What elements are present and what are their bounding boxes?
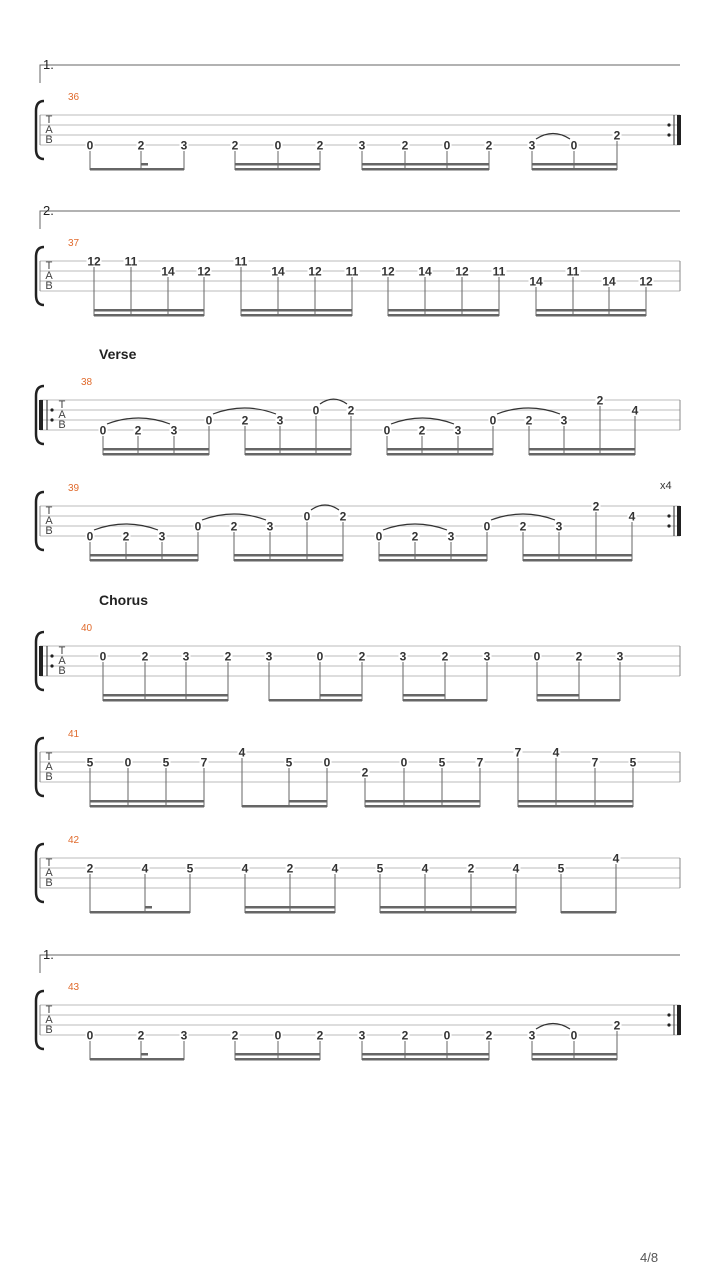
fret-number: 0: [400, 755, 408, 770]
fret-number: 3: [182, 649, 190, 664]
note-beam-secondary: [403, 694, 445, 697]
fret-number: 4: [421, 861, 429, 876]
fret-number: 12: [308, 264, 322, 279]
fret-number: 4: [331, 861, 339, 876]
note-beam: [90, 1058, 184, 1061]
repeat-dot: [667, 1023, 670, 1026]
fret-number: 4: [512, 861, 520, 876]
repeat-dot: [50, 664, 53, 667]
fret-number: 3: [560, 413, 568, 428]
fret-number: 0: [274, 1028, 282, 1043]
fret-number: 0: [375, 529, 383, 544]
fret-number: 4: [241, 861, 249, 876]
fret-number: 14: [529, 274, 543, 289]
fret-number: 2: [316, 1028, 324, 1043]
fret-number: 5: [438, 755, 446, 770]
repeat-count: x4: [660, 480, 672, 492]
fret-number: 0: [570, 1028, 578, 1043]
fret-number: 2: [137, 1028, 145, 1043]
fret-number: 5: [557, 861, 565, 876]
repeat-start-thick: [39, 400, 43, 430]
note-beam: [529, 448, 635, 451]
note-beam: [241, 314, 352, 317]
fret-number: 4: [612, 851, 620, 866]
fret-number: 3: [528, 138, 536, 153]
note-beam: [518, 805, 633, 808]
note-beam: [103, 453, 209, 456]
note-beam: [94, 309, 204, 312]
fret-number: 11: [566, 264, 580, 279]
fret-number: 7: [476, 755, 484, 770]
fret-number: 11: [492, 264, 506, 279]
tab-clef-letter: A: [58, 655, 66, 667]
repeat-dot: [667, 1013, 670, 1016]
note-beam: [537, 699, 620, 702]
fret-number: 0: [205, 413, 213, 428]
fret-number: 3: [170, 423, 178, 438]
staff-system: [36, 65, 681, 171]
note-beam: [365, 805, 480, 808]
fret-number: 4: [628, 509, 636, 524]
note-beam-secondary: [320, 694, 362, 697]
repeat-dot: [667, 524, 670, 527]
volta-label: 1.: [43, 947, 54, 962]
repeat-dot: [667, 514, 670, 517]
note-beam: [362, 1058, 489, 1061]
note-beam: [103, 699, 228, 702]
repeat-dot: [50, 654, 53, 657]
note-beam: [362, 163, 489, 166]
fret-number: 2: [467, 861, 475, 876]
tab-clef-letter: T: [45, 1004, 53, 1016]
note-beam: [536, 309, 646, 312]
note-beam: [532, 163, 617, 166]
tab-clef-letter: B: [45, 877, 53, 889]
fret-number: 0: [443, 1028, 451, 1043]
repeat-end-thick: [677, 1005, 681, 1035]
note-beam: [532, 1053, 617, 1056]
fret-number: 0: [274, 138, 282, 153]
note-beam: [518, 800, 633, 803]
fret-number: 0: [194, 519, 202, 534]
fret-number: 14: [271, 264, 285, 279]
bar-number: 42: [68, 835, 80, 846]
tab-clef-letter: A: [45, 761, 53, 773]
fret-number: 3: [180, 1028, 188, 1043]
note-beam: [362, 1053, 489, 1056]
note-beam: [523, 554, 632, 557]
staff-system: [36, 844, 680, 914]
repeat-dot: [667, 123, 670, 126]
staff-system: [36, 492, 681, 562]
fret-number: 11: [345, 264, 359, 279]
note-beam: [380, 906, 516, 909]
fret-number: 2: [231, 138, 239, 153]
fret-number: 2: [519, 519, 527, 534]
fret-number: 2: [347, 403, 355, 418]
note-beam: [103, 448, 209, 451]
fret-number: 2: [339, 509, 347, 524]
repeat-end-thick: [677, 506, 681, 536]
fret-number: 0: [86, 1028, 94, 1043]
fret-number: 3: [399, 649, 407, 664]
tab-clef-letter: B: [45, 525, 53, 537]
fret-number: 2: [358, 649, 366, 664]
fret-number: 2: [485, 138, 493, 153]
note-beam: [365, 800, 480, 803]
volta-bracket: [40, 65, 680, 83]
fret-number: 2: [613, 128, 621, 143]
volta-bracket: [40, 211, 680, 229]
fret-number: 0: [489, 413, 497, 428]
note-beam: [380, 911, 516, 914]
fret-number: 4: [238, 745, 246, 760]
note-beam: [245, 453, 351, 456]
bar-number: 40: [81, 623, 93, 634]
fret-number: 0: [303, 509, 311, 524]
fret-number: 2: [575, 649, 583, 664]
note-beam: [234, 554, 343, 557]
fret-number: 2: [316, 138, 324, 153]
fret-number: 11: [124, 254, 138, 269]
note-beam-secondary: [289, 800, 327, 803]
fret-number: 5: [162, 755, 170, 770]
repeat-dot: [50, 408, 53, 411]
fret-number: 0: [99, 649, 107, 664]
fret-number: 2: [596, 393, 604, 408]
note-beam: [90, 800, 204, 803]
tab-clef-letter: B: [58, 665, 66, 677]
staff-system: [36, 738, 680, 808]
tie-arc: [536, 134, 570, 140]
repeat-dot: [667, 133, 670, 136]
note-beam: [403, 699, 487, 702]
tab-clef-letter: B: [45, 1024, 53, 1036]
fret-number: 3: [616, 649, 624, 664]
fret-number: 12: [455, 264, 469, 279]
note-beam: [235, 1058, 320, 1061]
fret-number: 3: [158, 529, 166, 544]
bar-number: 39: [68, 483, 80, 494]
fret-number: 12: [197, 264, 211, 279]
tab-clef-letter: A: [45, 515, 53, 527]
note-beam: [379, 554, 487, 557]
page-number: 4/8: [640, 1250, 659, 1265]
fret-number: 0: [533, 649, 541, 664]
fret-number: 0: [86, 529, 94, 544]
fret-number: 2: [231, 1028, 239, 1043]
fret-number: 2: [134, 423, 142, 438]
note-beam: [90, 168, 184, 171]
tab-clef-letter: A: [45, 270, 53, 282]
fret-number: 0: [323, 755, 331, 770]
note-beam: [561, 911, 616, 914]
note-beam: [536, 314, 646, 317]
bar-number: 36: [68, 92, 80, 103]
fret-number: 2: [241, 413, 249, 428]
staff-system: [36, 386, 680, 456]
fret-number: 0: [124, 755, 132, 770]
tab-clef-letter: T: [45, 505, 53, 517]
note-beam: [103, 694, 228, 697]
fret-number: 0: [316, 649, 324, 664]
note-beam: [234, 559, 343, 562]
bar-number: 37: [68, 238, 80, 249]
fret-number: 14: [418, 264, 432, 279]
fret-number: 2: [411, 529, 419, 544]
dotted-beam-stub: [145, 906, 152, 909]
fret-number: 5: [376, 861, 384, 876]
fret-number: 0: [383, 423, 391, 438]
note-beam: [269, 699, 362, 702]
fret-number: 4: [552, 745, 560, 760]
tab-clef-letter: B: [58, 419, 66, 431]
fret-number: 3: [180, 138, 188, 153]
bar-number: 38: [81, 377, 93, 388]
note-beam: [245, 906, 335, 909]
fret-number: 3: [276, 413, 284, 428]
fret-number: 3: [555, 519, 563, 534]
fret-number: 2: [485, 1028, 493, 1043]
note-beam: [387, 453, 493, 456]
fret-number: 0: [570, 138, 578, 153]
repeat-dot: [50, 418, 53, 421]
note-beam: [529, 453, 635, 456]
volta-bracket: [40, 955, 680, 973]
fret-number: 4: [631, 403, 639, 418]
fret-number: 2: [137, 138, 145, 153]
staff-system: [36, 211, 680, 317]
section-label: Verse: [99, 346, 137, 362]
section-label: Chorus: [99, 592, 148, 608]
fret-number: 2: [141, 649, 149, 664]
fret-number: 7: [200, 755, 208, 770]
volta-label: 2.: [43, 203, 54, 218]
fret-number: 4: [141, 861, 149, 876]
fret-number: 3: [447, 529, 455, 544]
fret-number: 12: [639, 274, 653, 289]
repeat-end-thick: [677, 115, 681, 145]
note-beam: [532, 1058, 617, 1061]
fret-number: 2: [401, 138, 409, 153]
fret-number: 2: [592, 499, 600, 514]
tab-clef-letter: B: [45, 280, 53, 292]
fret-number: 3: [483, 649, 491, 664]
fret-number: 3: [358, 1028, 366, 1043]
note-beam: [523, 559, 632, 562]
note-beam: [94, 314, 204, 317]
fret-number: 5: [629, 755, 637, 770]
note-beam: [241, 309, 352, 312]
fret-number: 0: [483, 519, 491, 534]
note-beam: [90, 805, 204, 808]
tab-clef-letter: T: [45, 751, 53, 763]
fret-number: 2: [613, 1018, 621, 1033]
fret-number: 11: [234, 254, 248, 269]
tab-clef-letter: T: [45, 114, 53, 126]
dotted-beam-stub: [141, 163, 148, 166]
fret-number: 2: [286, 861, 294, 876]
fret-number: 3: [454, 423, 462, 438]
fret-number: 14: [161, 264, 175, 279]
tab-clef-letter: B: [45, 771, 53, 783]
fret-number: 3: [358, 138, 366, 153]
fret-number: 5: [285, 755, 293, 770]
fret-number: 3: [528, 1028, 536, 1043]
tab-clef-letter: T: [45, 260, 53, 272]
fret-number: 7: [591, 755, 599, 770]
fret-number: 3: [265, 649, 273, 664]
fret-number: 14: [602, 274, 616, 289]
note-beam-secondary: [537, 694, 579, 697]
dotted-beam-stub: [141, 1053, 148, 1056]
fret-number: 0: [443, 138, 451, 153]
fret-number: 2: [224, 649, 232, 664]
note-beam: [362, 168, 489, 171]
note-beam: [388, 309, 499, 312]
note-beam: [242, 805, 327, 808]
fret-number: 12: [87, 254, 101, 269]
bar-number: 41: [68, 729, 80, 740]
volta-label: 1.: [43, 57, 54, 72]
fret-number: 2: [122, 529, 130, 544]
fret-number: 2: [230, 519, 238, 534]
fret-number: 0: [99, 423, 107, 438]
tab-clef-letter: A: [45, 124, 53, 136]
bar-number: 43: [68, 982, 80, 993]
tab-clef-letter: A: [45, 867, 53, 879]
fret-number: 2: [441, 649, 449, 664]
note-beam: [388, 314, 499, 317]
fret-number: 12: [381, 264, 395, 279]
fret-number: 2: [525, 413, 533, 428]
staff-system: [36, 632, 680, 702]
note-beam: [90, 911, 190, 914]
note-beam: [379, 559, 487, 562]
fret-number: 7: [514, 745, 522, 760]
fret-number: 5: [186, 861, 194, 876]
tab-clef-letter: T: [45, 857, 53, 869]
repeat-start-thick: [39, 646, 43, 676]
note-beam: [235, 168, 320, 171]
fret-number: 2: [401, 1028, 409, 1043]
note-beam: [235, 163, 320, 166]
tab-clef-letter: T: [58, 645, 66, 657]
tab-clef-letter: A: [45, 1014, 53, 1026]
note-beam: [387, 448, 493, 451]
note-beam: [245, 911, 335, 914]
note-beam: [532, 168, 617, 171]
fret-number: 0: [312, 403, 320, 418]
fret-number: 2: [418, 423, 426, 438]
note-beam: [235, 1053, 320, 1056]
tab-clef-letter: A: [58, 409, 66, 421]
fret-number: 3: [266, 519, 274, 534]
tab-clef-letter: T: [58, 399, 66, 411]
tab-clef-letter: B: [45, 134, 53, 146]
fret-number: 2: [361, 765, 369, 780]
fret-number: 0: [86, 138, 94, 153]
note-beam: [245, 448, 351, 451]
note-beam: [90, 559, 198, 562]
note-beam: [90, 554, 198, 557]
fret-number: 2: [86, 861, 94, 876]
tie-arc: [536, 1024, 570, 1030]
staff-system: [36, 955, 681, 1061]
fret-number: 5: [86, 755, 94, 770]
